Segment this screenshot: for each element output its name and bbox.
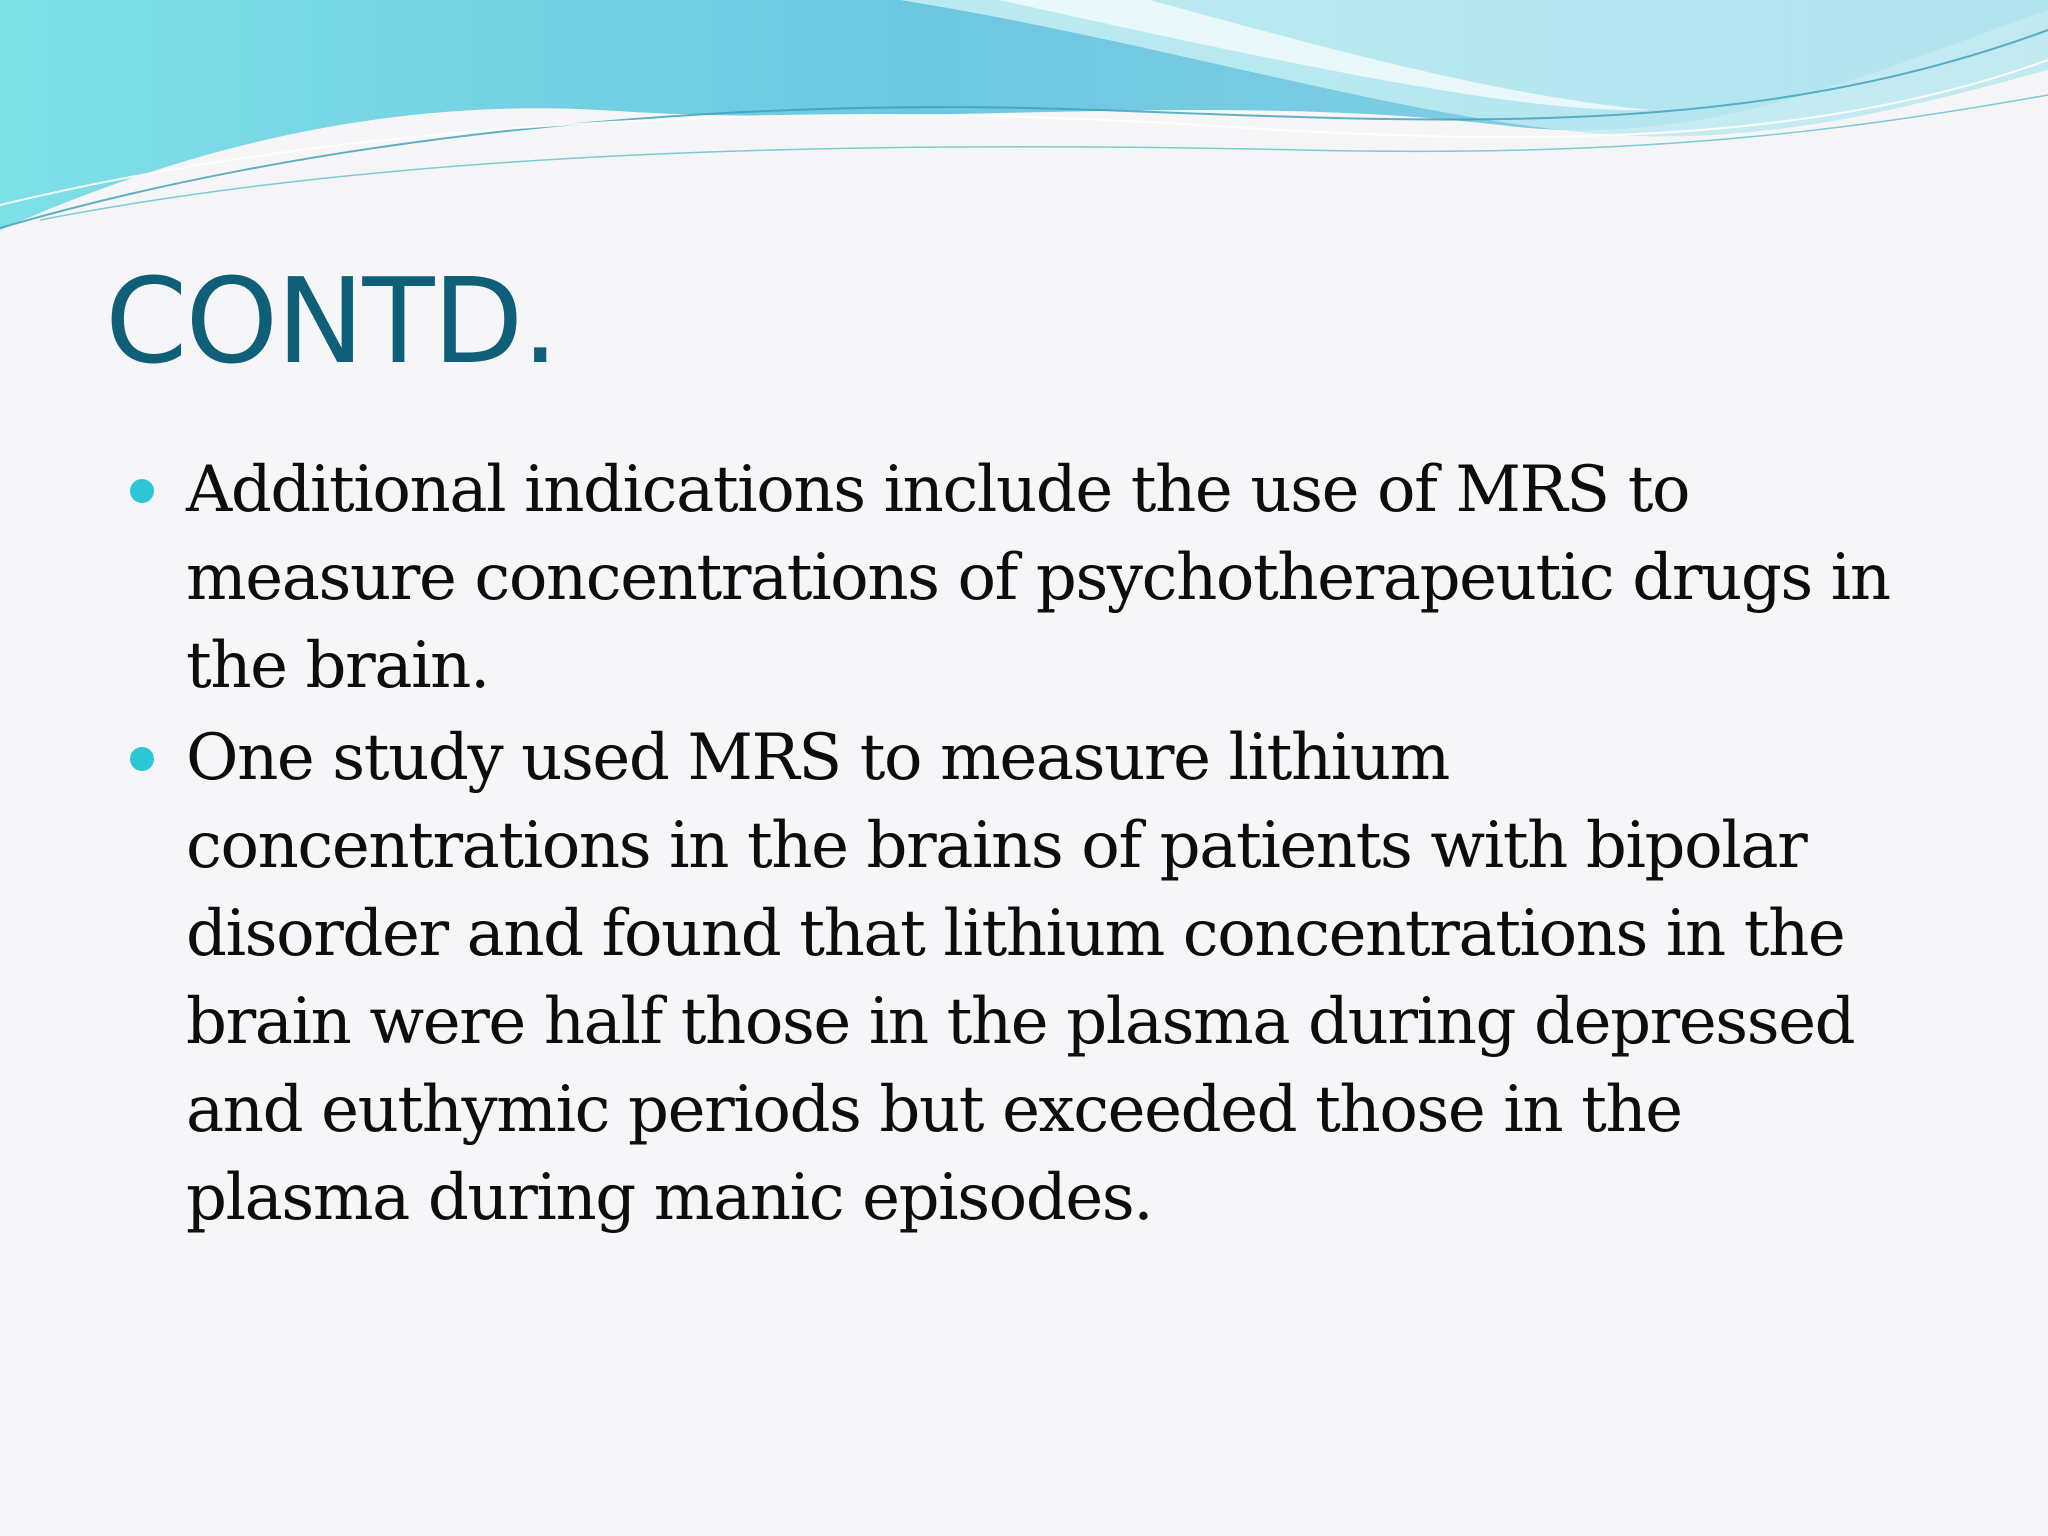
bullet-line: disorder and found that lithium concentrations in the — [186, 897, 1845, 971]
bullet-list — [130, 446, 2010, 1246]
bullet-line: One study used MRS to measure lithium — [186, 721, 1449, 795]
bullet-line: brain were half those in the plasma during depressed — [186, 985, 1855, 1059]
bullet-item-1 — [130, 446, 2010, 710]
bullet-line: and euthymic periods but exceeded those in the — [186, 1073, 1682, 1147]
slide-title: CONTD. — [105, 252, 557, 390]
bullet-line: the brain. — [186, 629, 489, 703]
bullet-line: concentrations in the brains of patients with bipolar — [186, 809, 1807, 883]
bullet-item-2 — [130, 714, 2010, 1242]
bullet-line: measure concentrations of psychotherapeutic drugs in — [186, 541, 1890, 615]
bullet-line: Additional indications include the use of MRS to — [186, 453, 1690, 527]
bullet-line: plasma during manic episodes. — [186, 1161, 1153, 1235]
decorative-wave-header — [0, 0, 2048, 240]
bullet-dot-icon — [130, 747, 154, 771]
bullet-dot-icon — [130, 479, 154, 503]
